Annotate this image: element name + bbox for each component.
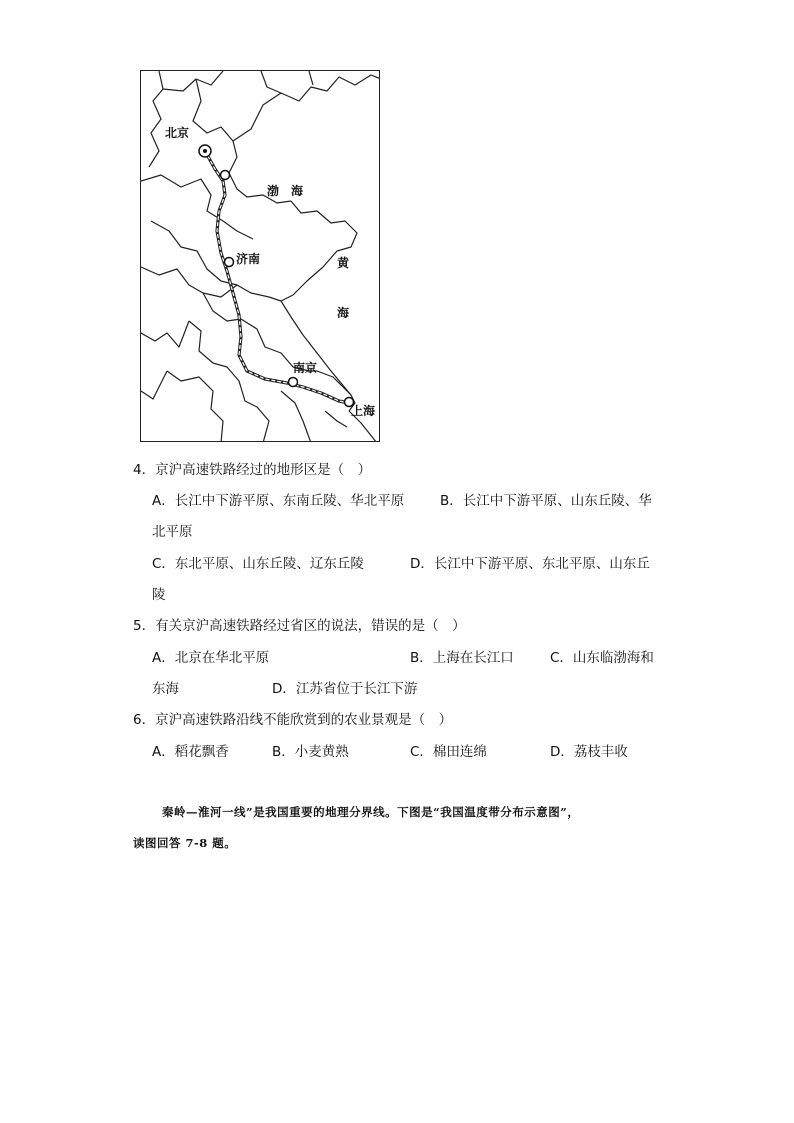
label-huanghai-2: 海 xyxy=(337,306,350,320)
option-c-continued: 东海 xyxy=(152,681,179,697)
option-c: C．棉田连绵 xyxy=(410,744,487,760)
option-d: D．荔枝丰收 xyxy=(550,744,628,760)
label-huanghai-1: 黄 xyxy=(337,256,350,270)
label-bohai-2: 海 xyxy=(291,184,304,198)
intro-line-1: 秦岭—淮河一线”是我国重要的地理分界线。下图是“我国温度带分布示意图”， xyxy=(162,805,580,819)
jinan-station-icon xyxy=(225,258,234,267)
option-b: B．长江中下游平原、山东丘陵、华 xyxy=(440,493,652,509)
option-d: D．长江中下游平原、东北平原、山东丘 xyxy=(410,556,650,572)
intro-line-2: 读图回答 7-8 题。 xyxy=(133,836,237,850)
option-d: D．江苏省位于长江下游 xyxy=(272,681,418,697)
label-shanghai: 上海 xyxy=(351,404,376,418)
option-a: A．长江中下游平原、东南丘陵、华北平原 xyxy=(152,493,405,509)
option-d-continued: 陵 xyxy=(152,587,166,603)
railway-map xyxy=(140,70,380,442)
option-a: A．北京在华北平原 xyxy=(152,650,270,666)
label-jinan: 济南 xyxy=(236,252,261,266)
option-c: C．山东临渤海和 xyxy=(550,650,654,666)
label-nanjing: 南京 xyxy=(293,361,318,375)
option-b: B．小麦黄熟 xyxy=(272,744,349,760)
question-stem: 4．京沪高速铁路经过的地形区是（ ） xyxy=(133,462,372,478)
question-stem: 6．京沪高速铁路沿线不能欣赏到的农业景观是（ ） xyxy=(133,712,453,728)
question-stem: 5．有关京沪高速铁路经过省区的说法，错误的是（ ） xyxy=(133,618,466,634)
option-b-continued: 北平原 xyxy=(152,524,193,540)
label-bohai-1: 渤 xyxy=(267,184,280,198)
label-beijing: 北京 xyxy=(165,126,190,140)
beijing-station-icon xyxy=(199,145,211,157)
option-a: A．稻花飘香 xyxy=(152,744,229,760)
option-b: B．上海在长江口 xyxy=(410,650,514,666)
tianjin-station-icon xyxy=(221,171,230,180)
nanjing-station-icon xyxy=(289,378,298,387)
option-c: C．东北平原、山东丘陵、辽东丘陵 xyxy=(152,556,364,572)
